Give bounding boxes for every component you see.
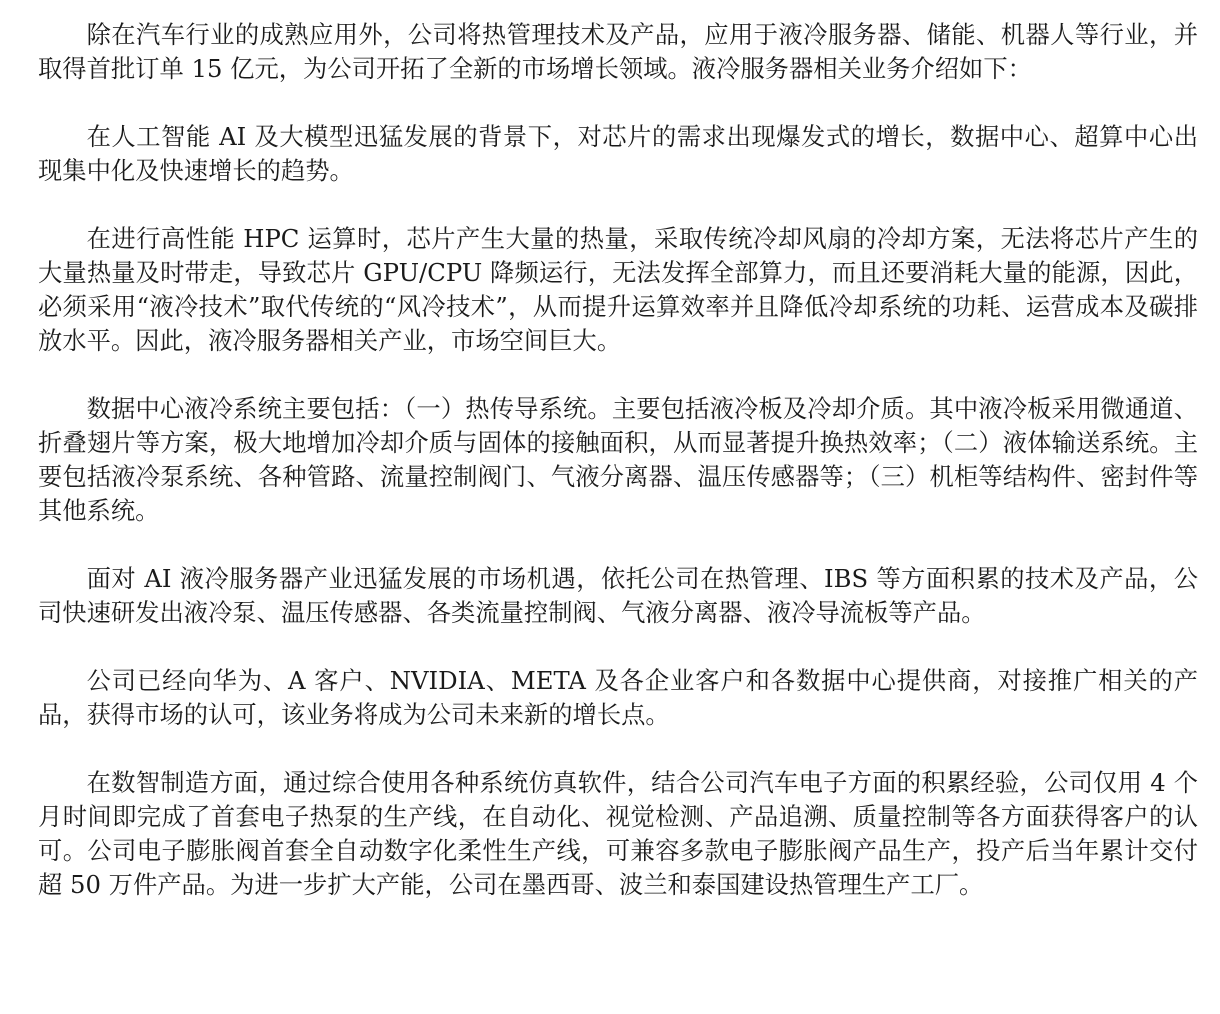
paragraph-product-development: 面对 AI 液冷服务器产业迅猛发展的市场机遇，依托公司在热管理、IBS 等方面积累的技术及产品，公司快速研发出液冷泵、温压传感器、各类流量控制阀、气液分离器、液冷导流板等产品。 [38,564,1198,627]
paragraph-liquid-cooling-need: 在进行高性能 HPC 运算时，芯片产生大量的热量，采取传统冷却风扇的冷却方案，无法将芯片产生的大量热量及时带走，导致芯片 GPU/CPU 降频运行，无法发挥全部算力，而且还要消耗大量的能源，因此，必须采用“液冷技术”取代传统的“风冷技术”，从而提升运算效率并且降低冷却系统的功耗、运营成本及碳排放水平。因此，液冷服务器相关产业，市场空间巨大。 [38,224,1198,355]
document-page [38,18,1198,902]
paragraph-thermal-management-intro: 除在汽车行业的成熟应用外，公司将热管理技术及产品，应用于液冷服务器、储能、机器人等行业，并取得首批订单 15 亿元，为公司开拓了全新的市场增长领域。液冷服务器相关业务介绍如下： [38,20,1198,83]
paragraph-ai-chip-demand: 在人工智能 AI 及大模型迅猛发展的背景下，对芯片的需求出现爆发式的增长，数据中心、超算中心出现集中化及快速增长的趋势。 [38,122,1198,185]
paragraph-smart-manufacturing: 在数智制造方面，通过综合使用各种系统仿真软件，结合公司汽车电子方面的积累经验，公司仅用 4 个月时间即完成了首套电子热泵的生产线，在自动化、视觉检测、产品追溯、质量控制等各方面获得客户的认可。公司电子膨胀阀首套全自动数字化柔性生产线，可兼容多款电子膨胀阀产品生产，投产后当年累计交付超 50 万件产品。为进一步扩大产能，公司在墨西哥、波兰和泰国建设热管理生产工厂。 [38,768,1198,899]
paragraph-customers: 公司已经向华为、A 客户、NVIDIA、META 及各企业客户和各数据中心提供商，对接推广相关的产品，获得市场的认可，该业务将成为公司未来新的增长点。 [38,666,1198,729]
paragraph-liquid-cooling-system: 数据中心液冷系统主要包括：（一）热传导系统。主要包括液冷板及冷却介质。其中液冷板采用微通道、折叠翅片等方案，极大地增加冷却介质与固体的接触面积，从而显著提升换热效率；（二）液体输送系统。主要包括液冷泵系统、各种管路、流量控制阀门、气液分离器、温压传感器等；（三）机柜等结构件、密封件等其他系统。 [38,394,1198,525]
